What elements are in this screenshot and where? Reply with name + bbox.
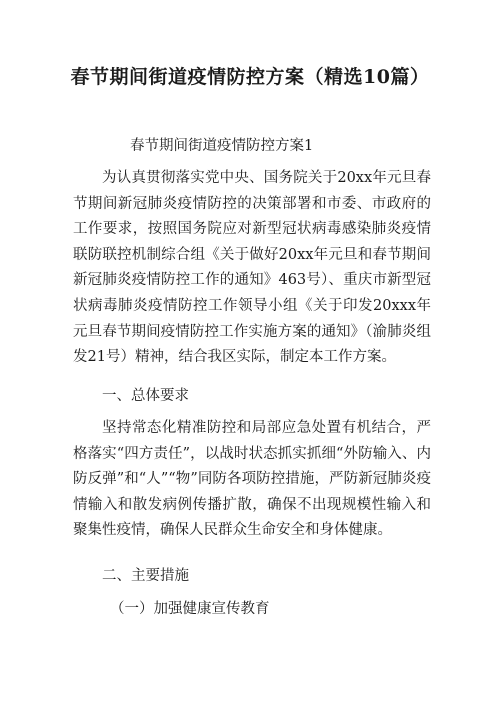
section-title: 春节期间街道疫情防控方案1	[130, 138, 314, 154]
heading-main-measures: 二、主要措施	[102, 568, 189, 584]
paragraph-intro: 为认真贯彻落实党中央、国务院关于20xx年元旦春节期间新冠肺炎疫情防控的决策部署和市委、市政府的工作要求，按照国务院应对新型冠状病毒感染肺炎疫情联防联控机制综合组《关于做好20xx年元旦和春节期间新冠肺炎疫情防控工作的通知》463号）、重庆市新型冠状病毒肺炎疫情防控工作领导小组《关于印发20xxx年元旦春节期间疫情防控工作实施方案的通知》（渝肺炎组发21号）精神，结合我区实际，制定本工作方案。	[73, 170, 431, 366]
heading-general-requirements: 一、总体要求	[102, 388, 189, 404]
paragraph-requirements: 坚持常态化精准防控和局部应急处置有机结合，严格落实“四方责任”，以战时状态抓实抓细“外防输入、内防反弹”和“人”“物”同防各项防控措施，严防新冠肺炎疫情输入和散发病例传播扩散，确保不出现规模性输入和聚集性疫情，确保人民群众生命安全和身体健康。	[73, 420, 431, 539]
heading-health-education: （一）加强健康宣传教育	[110, 601, 270, 617]
document-title: 春节期间街道疫情防控方案（精选10篇）	[70, 66, 430, 88]
